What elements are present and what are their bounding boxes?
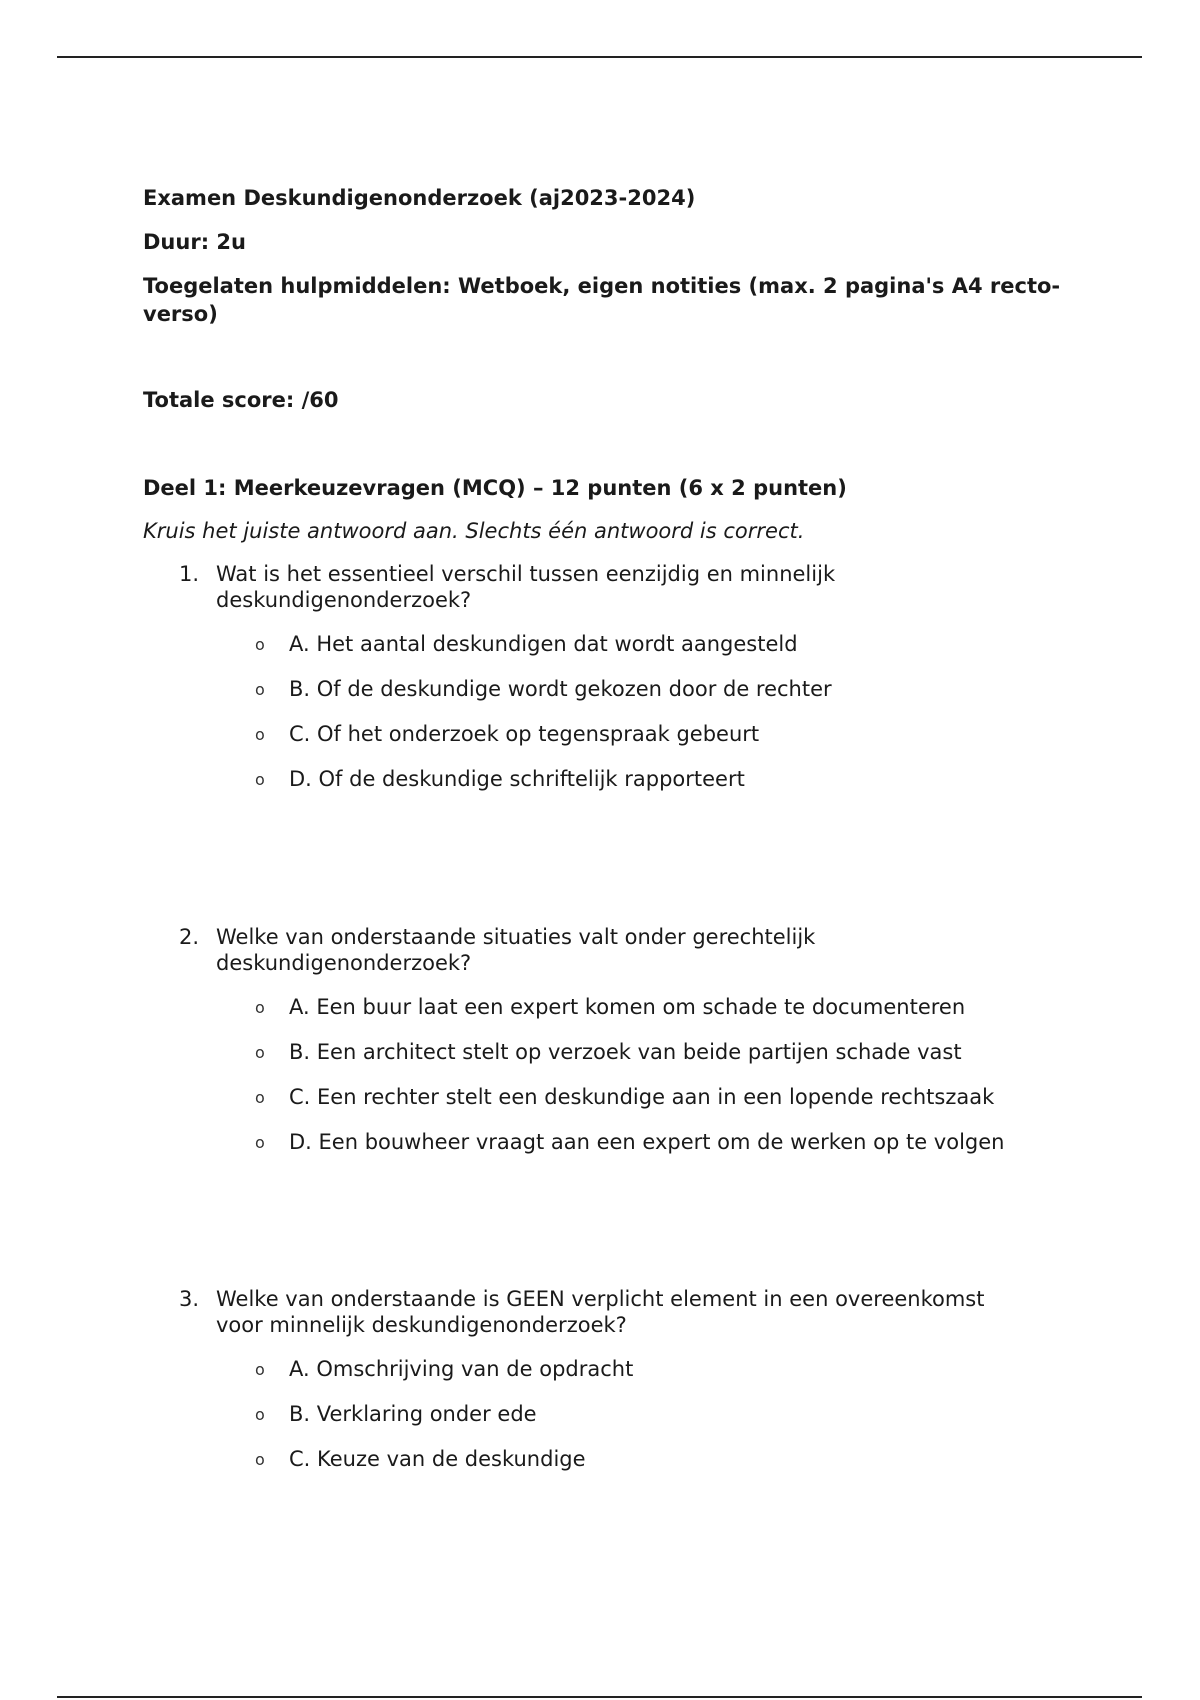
option-bullet-icon: o <box>255 1360 265 1379</box>
option-label: B. Of de deskundige wordt gekozen door de rechter <box>289 677 832 701</box>
option-bullet-icon: o <box>255 1088 265 1107</box>
option-bullet-icon: o <box>255 1133 265 1152</box>
part1-heading: Deel 1: Meerkeuzevragen (MCQ) – 12 punten (6 x 2 punten) <box>143 476 847 500</box>
option-bullet-icon: o <box>255 1450 265 1469</box>
answer-options <box>216 631 1073 792</box>
answer-option[interactable] <box>216 1401 1073 1427</box>
option-bullet-icon: o <box>255 680 265 699</box>
option-label: A. Het aantal deskundigen dat wordt aangesteld <box>289 632 798 656</box>
question-number: 3. <box>179 1287 200 1311</box>
option-label: A. Omschrijving van de opdracht <box>289 1357 634 1381</box>
answer-option[interactable] <box>216 1039 1073 1065</box>
option-bullet-icon: o <box>255 770 265 789</box>
question-2 <box>143 924 1073 1155</box>
answer-option[interactable] <box>216 766 1073 792</box>
question-number: 1. <box>179 562 200 586</box>
answer-option[interactable] <box>216 1356 1073 1382</box>
answer-option[interactable] <box>216 994 1073 1020</box>
exam-title: Examen Deskundigenonderzoek (aj2023-2024) <box>143 186 696 210</box>
option-bullet-icon: o <box>255 998 265 1017</box>
option-label: C. Een rechter stelt een deskundige aan in een lopende rechtszaak <box>289 1085 995 1109</box>
question-text: Wat is het essentieel verschil tussen eenzijdig en minnelijk deskundigenonderzoek? <box>216 562 836 612</box>
option-label: C. Of het onderzoek op tegenspraak gebeurt <box>289 722 760 746</box>
exam-duration: Duur: 2u <box>143 230 246 254</box>
answer-option[interactable] <box>216 1084 1073 1110</box>
answer-option[interactable] <box>216 631 1073 657</box>
answer-option[interactable] <box>216 721 1073 747</box>
question-3 <box>143 1286 1073 1472</box>
question-text: Welke van onderstaande situaties valt onder gerechtelijk deskundigenonderzoek? <box>216 925 816 975</box>
answer-options <box>216 1356 1073 1472</box>
option-bullet-icon: o <box>255 1405 265 1424</box>
option-label: A. Een buur laat een expert komen om schade te documenteren <box>289 995 966 1019</box>
option-label: B. Een architect stelt op verzoek van beide partijen schade vast <box>289 1040 962 1064</box>
exam-allowed-aids: Toegelaten hulpmiddelen: Wetboek, eigen notities (max. 2 pagina's A4 recto-verso) <box>143 274 1061 326</box>
answer-option[interactable] <box>216 1446 1073 1472</box>
question-number: 2. <box>179 925 200 949</box>
option-label: D. Of de deskundige schriftelijk rapporteert <box>289 767 745 791</box>
answer-option[interactable] <box>216 1129 1073 1155</box>
option-bullet-icon: o <box>255 635 265 654</box>
exam-document <box>143 184 1073 1491</box>
question-list <box>143 561 1073 1472</box>
option-label: D. Een bouwheer vraagt aan een expert om de werken op te volgen <box>289 1130 1005 1154</box>
option-label: C. Keuze van de deskundige <box>289 1447 586 1471</box>
option-bullet-icon: o <box>255 725 265 744</box>
answer-option[interactable] <box>216 676 1073 702</box>
question-1 <box>143 561 1073 792</box>
top-divider <box>57 56 1142 58</box>
exam-total-score: Totale score: /60 <box>143 388 339 412</box>
question-text: Welke van onderstaande is GEEN verplicht element in een overeenkomst voor minnelijk deskundigenonderzoek? <box>216 1287 985 1337</box>
bottom-divider <box>57 1696 1142 1698</box>
part1-instruction: Kruis het juiste antwoord aan. Slechts één antwoord is correct. <box>143 519 805 543</box>
option-bullet-icon: o <box>255 1043 265 1062</box>
option-label: B. Verklaring onder ede <box>289 1402 537 1426</box>
answer-options <box>216 994 1073 1155</box>
